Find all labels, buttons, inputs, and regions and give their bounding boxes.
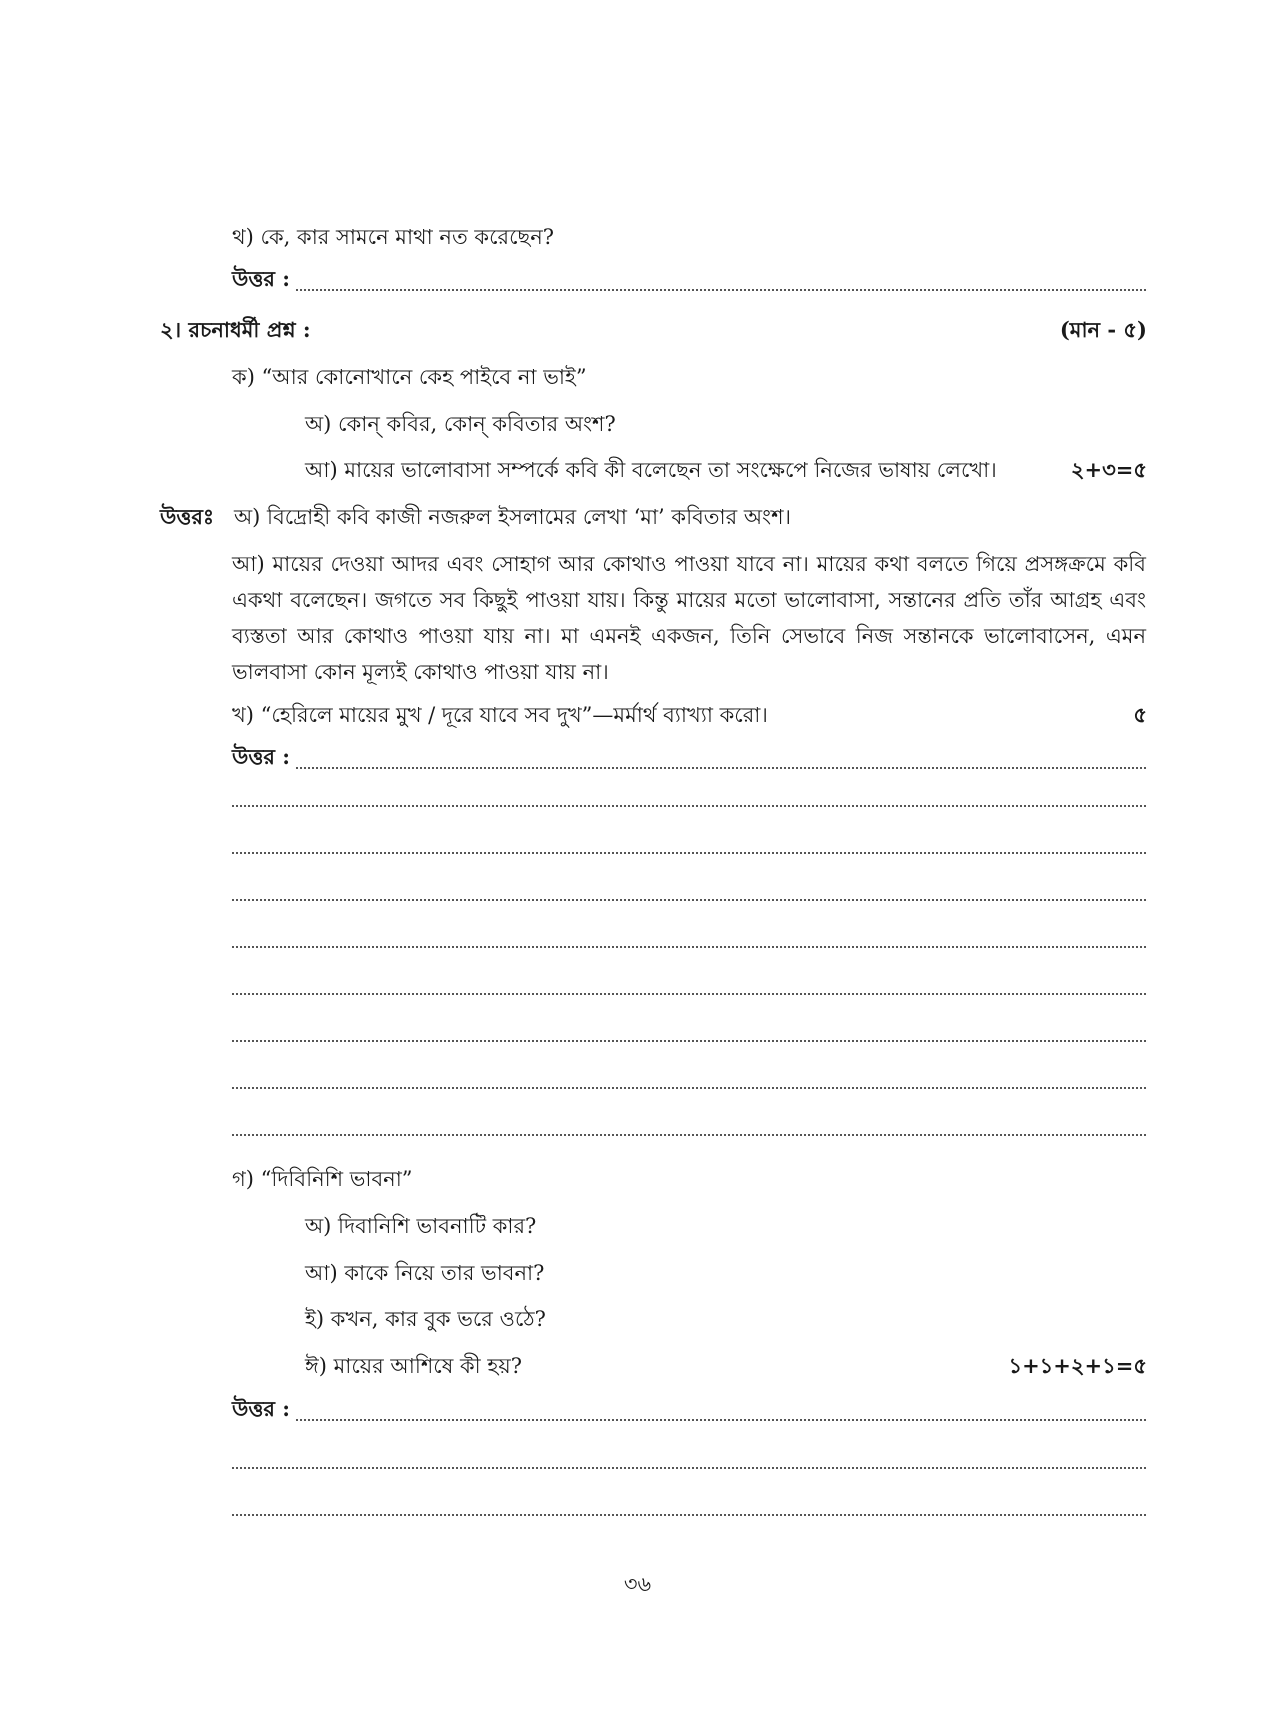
blank-answer-line [232, 899, 1146, 901]
blank-answer-line [232, 993, 1146, 995]
blank-answer-line [232, 852, 1146, 854]
section-marks: (মান - ৫) [1059, 317, 1147, 342]
answer-ka-label: উত্তরঃ [160, 504, 215, 529]
question-ka-marks: ২+৩=৫ [1070, 457, 1147, 482]
question-ga-quote: গ) “দিবিনিশি ভাবনা” [232, 1167, 413, 1191]
answer-line-tha [232, 268, 1146, 298]
answer-line-kha [232, 746, 1146, 776]
answer-label: উত্তর : [232, 266, 290, 291]
question-ga-sub-i: ই) কখন, কার বুক ভরে ওঠে? [305, 1307, 546, 1331]
blank-answer-line [232, 1134, 1146, 1136]
question-ga-sub-ii: ঈ) মায়ের আশিষে কী হয়? [305, 1354, 523, 1378]
question-tha: থ) কে, কার সামনে মাথা নত করেছেন? [232, 225, 555, 249]
answer-ka-part-aa: আ) মায়ের দেওয়া আদর এবং সোহাগ আর কোথাও পাওয়া যাবে না। মায়ের কথা বলতে গিয়ে প্রসঙ্গক্রমে কবি একথা বলেছেন। জগতে সব কিছুই পাওয়া যায়। কিন্তু মায়ের মতো ভালোবাসা, সন্তানের প্রতি তাঁর আগ্রহ এবং ব্যস্ততা আর কোথাও পাওয়া যায় না। মা এমনই একজন, তিনি সেভাবে নিজ সন্তানকে ভালোবাসেন, এমন ভালবাসা কোন মূল্যই কোথাও পাওয়া যায় না। [232, 552, 1146, 684]
section-title: ২। রচনাধর্মী প্রশ্ন : [160, 317, 311, 342]
question-kha-marks: ৫ [1133, 702, 1147, 727]
question-ga-sub-aa: আ) কাকে নিয়ে তার ভাবনা? [305, 1261, 545, 1285]
blank-answer-line [232, 1087, 1146, 1089]
question-ka-sub-aa: আ) মায়ের ভালোবাসা সম্পর্কে কবি কী বলেছেন তা সংক্ষেপে নিজের ভাষায় লেখো। [305, 458, 997, 482]
answer-label: উত্তর : [232, 744, 290, 769]
answer-label: উত্তর : [232, 1396, 290, 1421]
answer-ka-part-a: অ) বিদ্রোহী কবি কাজী নজরুল ইসলামের লেখা ‘মা’ কবিতার অংশ। [234, 505, 792, 529]
question-ga-sub-a: অ) দিবানিশি ভাবনাটি কার? [305, 1214, 537, 1238]
blank-answer-line [232, 1040, 1146, 1042]
dotted-line [296, 289, 1146, 291]
blank-answer-line [232, 805, 1146, 807]
page-number: ৩৬ [623, 1572, 652, 1596]
question-ka-quote: ক) “আর কোনোখানে কেহ পাইবে না ভাই” [232, 365, 587, 389]
dotted-line [296, 1419, 1146, 1421]
blank-answer-line [232, 1514, 1146, 1516]
blank-answer-line [232, 946, 1146, 948]
question-ka-sub-a: অ) কোন্ কবির, কোন্ কবিতার অংশ? [305, 412, 616, 436]
dotted-line [296, 767, 1146, 769]
question-kha: খ) “হেরিলে মায়ের মুখ / দূরে যাবে সব দুখ”—মর্মার্থ ব্যাখ্যা করো। [232, 703, 768, 727]
answer-line-ga [232, 1398, 1146, 1428]
blank-answer-line [232, 1467, 1146, 1469]
question-ga-marks: ১+১+২+১=৫ [1008, 1353, 1147, 1378]
